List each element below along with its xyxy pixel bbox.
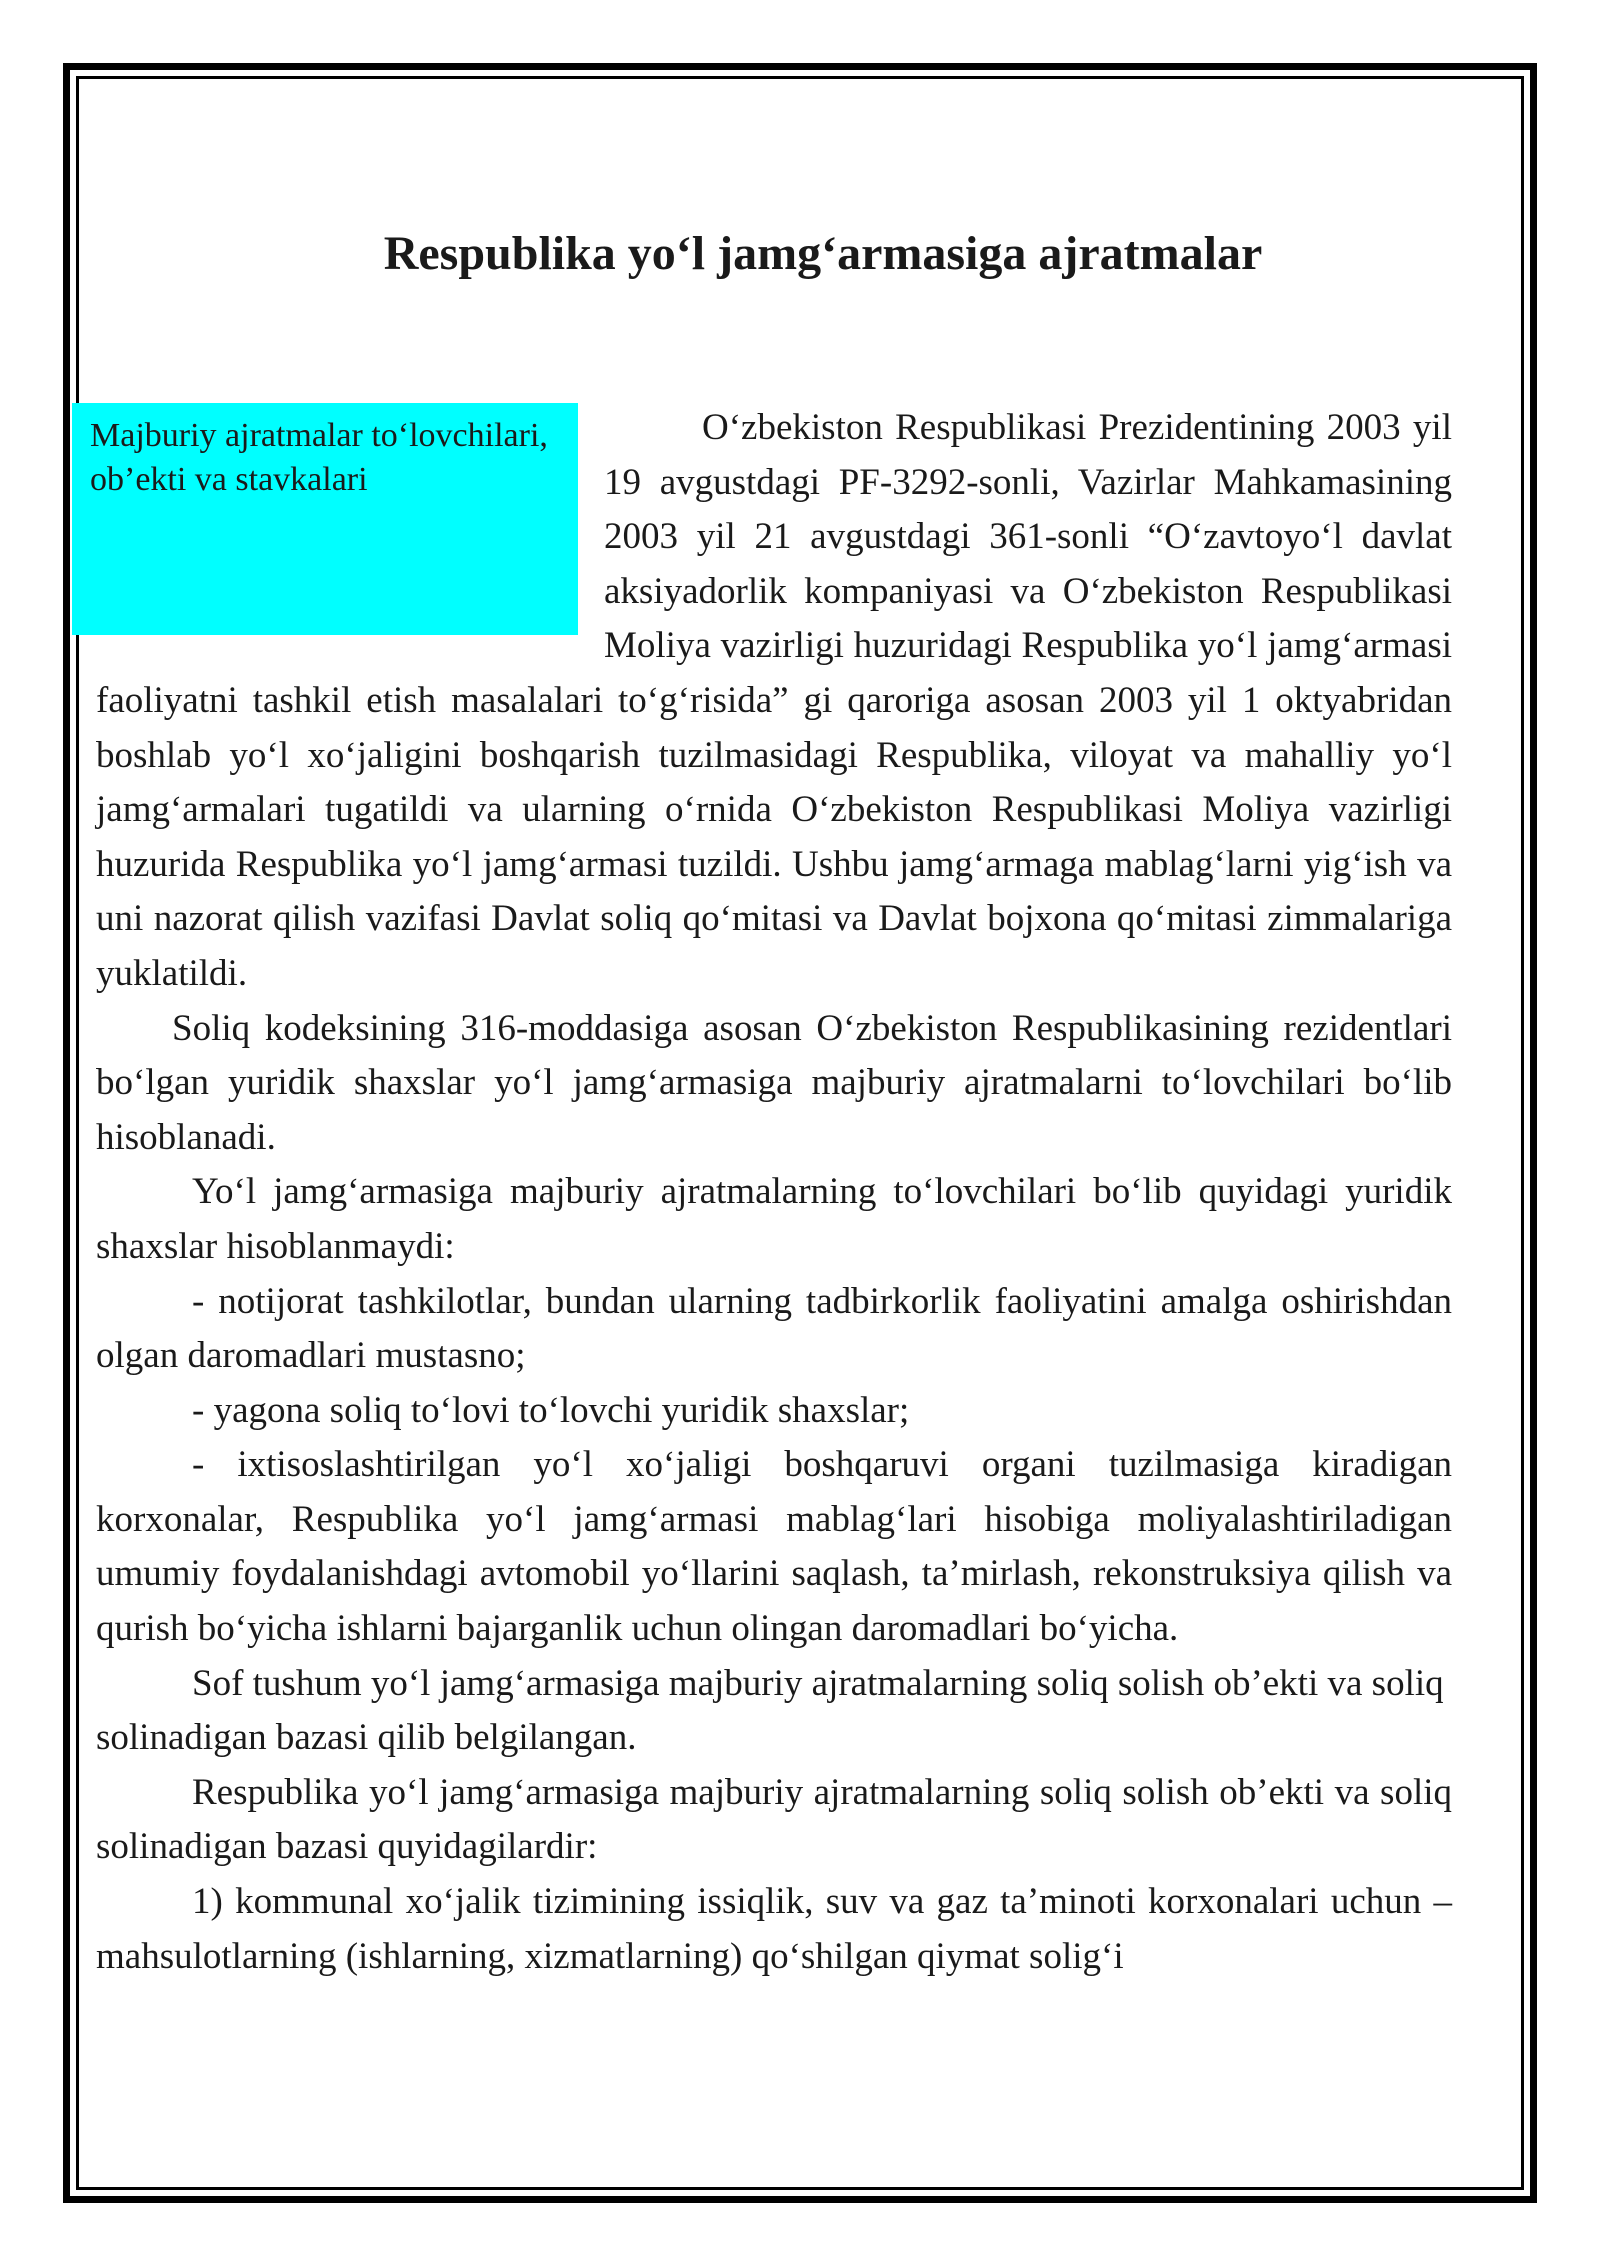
sidebar-note: Majburiy ajratmalar to‘lovchilari, ob’ekti va stavkalari <box>72 403 578 635</box>
paragraph-tax-base: Respublika yo‘l jamg‘armasiga majburiy ajratmalarning soliq solish ob’ekti va soliq solinadigan bazasi quyidagilardir: <box>96 1771 1452 1868</box>
page-title: Respublika yo‘l jamg‘armasiga ajratmalar <box>383 227 1263 280</box>
sidebar-spacer <box>96 401 604 651</box>
list-item: - notijorat tashkilotlar, bundan ularning tadbirkorlik faoliyatini amalga oshirishdan olgan daromadlari mustasno; <box>96 1280 1452 1377</box>
list-item: - yagona soliq to‘lovi to‘lovchi yuridik shaxslar; <box>192 1389 910 1431</box>
list-item: 1) kommunal xo‘jalik tizimining issiqlik, suv va gaz ta’minoti korxonalari uchun – mahsulotlarning (ishlarning, xizmatlarning) qo‘shilgan qiymat solig‘i <box>96 1881 1452 1977</box>
paragraph-non-payers: Yo‘l jamg‘armasiga majburiy ajratmalarning to‘lovchilari bo‘lib quyidagi yuridik shaxslar hisoblanmaydi: <box>96 1171 1452 1267</box>
list-item: - ixtisoslashtirilgan yo‘l xo‘jaligi boshqaruvi organi tuzilmasiga kiradigan korxonalar, Respublika yo‘l jamg‘armasi mablag‘lari hisobiga moliyalashtiriladigan umumiy foydalanishdagi avtomobil yo‘llarini saqlash, ta’mirlash, rekonstruksiya qilish va qurish bo‘yicha ishlarni bajarganlik uchun olingan daromadlari bo‘yicha. <box>96 1444 1452 1650</box>
paragraph-payers: Soliq kodeksining 316-moddasiga asosan O‘zbekiston Respublikasining rezidentlari bo‘lgan yuridik shaxslar yo‘l jamg‘armasiga majburiy ajratmalarni to‘lovchilari bo‘lib hisoblanadi. <box>96 1007 1452 1158</box>
document-body <box>96 401 1452 1984</box>
paragraph-tax-object: Sof tushum yo‘l jamg‘armasiga majburiy ajratmalarning soliq solish ob’ekti va soliq solinadigan bazasi qilib belgilangan. <box>96 1662 1444 1759</box>
paragraph-intro: O‘zbekiston Respublikasi Prezidentining 2003 yil 19 avgustdagi PF-3292-sonli, Vazirlar Mahkamasining 2003 yil 21 avgustdagi 361-sonli “O‘zavtoyo‘l davlat aksiyadorlik kompaniyasi va O‘zbekiston Respublikasi Moliya vazirligi huzuridagi Respublika yo‘l jamg‘armasi faoliyatni tashkil etish masalalari to‘g‘risida” gi qaroriga asosan 2003 yil 1 oktyabridan boshlab yo‘l xo‘jaligini boshqarish tuzilmasidagi Respublika, viloyat va mahalliy yo‘l jamg‘armalari tugatildi va ularning o‘rnida O‘zbekiston Respublikasi Moliya vazirligi huzurida Respublika yo‘l jamg‘armasi tuzildi. Ushbu jamg‘armaga mablag‘larni yig‘ish va uni nazorat qilish vazifasi Davlat soliq qo‘mitasi va Davlat bojxona qo‘mitasi zimmalariga yuklatildi. <box>96 407 1452 994</box>
